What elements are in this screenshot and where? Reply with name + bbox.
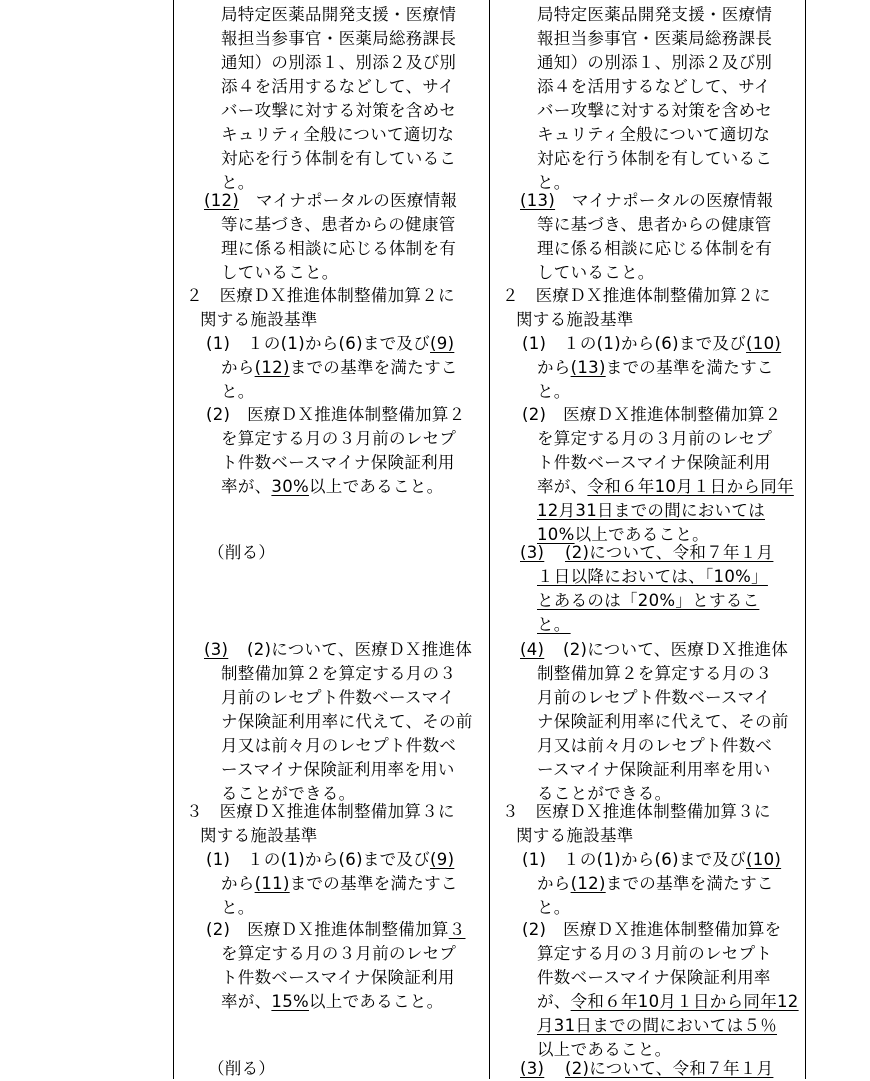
text-line: ２ 医療ＤＸ推進体制整備加算２に <box>186 286 455 305</box>
text-line: 関する施設基準 <box>516 310 634 329</box>
text-span: (1) １の(1)から(6)まで及び <box>522 334 747 353</box>
text-line: (2) 医療ＤＸ推進体制整備加算２ <box>522 405 782 424</box>
text-line: 関する施設基準 <box>516 826 634 845</box>
text-line: ３ 医療ＤＸ推進体制整備加算３に <box>186 802 455 821</box>
text-line <box>221 356 458 380</box>
text-line: ースマイナ保険証利用率を用い <box>537 760 771 779</box>
table-column-divider <box>489 0 490 1079</box>
text-span: から <box>537 358 571 377</box>
text-line: 関する施設基準 <box>200 310 318 329</box>
text-span: が、 <box>537 992 571 1011</box>
text-span: 率が、 <box>537 477 588 496</box>
text-line: 月前のレセプト件数ベースマイ <box>537 688 771 707</box>
text-span: 率が、 <box>221 477 272 496</box>
text-line <box>221 990 443 1014</box>
text-line: 添４を活用するなどして、サイ <box>221 77 455 96</box>
deleted-marker: （削る） <box>208 1059 276 1078</box>
text-line: を算定する月の３月前のレセプ <box>537 429 773 448</box>
text-line: 報担当参事官・医薬局総務課長 <box>221 29 457 48</box>
text-line <box>206 918 466 942</box>
amended-text: (10) <box>746 850 782 869</box>
amended-text: と。 <box>537 615 571 634</box>
text-line: 等に基づき、患者からの健康管 <box>537 215 772 234</box>
text-line: と。 <box>537 898 571 917</box>
text-line: 等に基づき、患者からの健康管 <box>221 215 456 234</box>
text-line: を算定する月の３月前のレセプ <box>221 429 457 448</box>
amended-text: (11) <box>254 874 290 893</box>
amended-text: (13) <box>570 358 606 377</box>
text-line <box>221 475 443 499</box>
item-number: (3) <box>204 640 229 659</box>
text-line: 月又は前々月のレセプト件数ベ <box>221 736 457 755</box>
text-line: ト件数ベースマイナ保険証利用 <box>221 968 455 987</box>
text-line: ２ 医療ＤＸ推進体制整備加算２に <box>502 286 771 305</box>
amended-text: (9) <box>430 850 455 869</box>
amended-text: (2)について、令和７年１月 <box>565 1059 774 1078</box>
text-line: (2)について、医療ＤＸ推進体 <box>247 640 473 659</box>
text-line: と。 <box>221 173 255 192</box>
text-line: と。 <box>537 382 571 401</box>
item-number: (13) <box>520 191 556 210</box>
text-line: (2) 医療ＤＸ推進体制整備加算２ <box>206 405 466 424</box>
text-span: (1) １の(1)から(6)まで及び <box>206 334 431 353</box>
text-line: ることができる。 <box>221 784 356 803</box>
text-span: 以上であること。 <box>574 525 709 544</box>
text-line: (2)について、医療ＤＸ推進体 <box>563 640 789 659</box>
text-span: までの基準を満たすこ <box>605 874 774 893</box>
text-line: 局特定医薬品開発支援・医療情 <box>537 5 773 24</box>
text-span: (1) １の(1)から(6)まで及び <box>206 850 431 869</box>
text-line: を算定する月の３月前のレセプ <box>221 944 457 963</box>
text-line: 算定する月の３月前のレセプト <box>537 944 773 963</box>
amended-text: ３ <box>448 920 466 939</box>
text-span: までの基準を満たすこ <box>605 358 774 377</box>
text-line: 月前のレセプト件数ベースマイ <box>221 688 455 707</box>
amended-text: 10% <box>537 525 575 544</box>
text-line: と。 <box>221 898 255 917</box>
text-span: から <box>221 358 255 377</box>
text-span: から <box>537 874 571 893</box>
text-line <box>537 990 799 1014</box>
text-span: (2) 医療ＤＸ推進体制整備加算 <box>206 920 449 939</box>
text-line: 以上であること。 <box>537 1040 672 1059</box>
text-line: 対応を行う体制を有しているこ <box>537 149 773 168</box>
item-number: (12) <box>204 191 240 210</box>
amended-text: 30% <box>271 477 309 496</box>
text-span: までの基準を満たすこ <box>289 874 458 893</box>
item-number: (4) <box>520 640 545 659</box>
text-line <box>522 332 781 356</box>
text-line: 制整備加算２を算定する月の３ <box>537 664 773 683</box>
text-line <box>522 848 781 872</box>
text-line: 月又は前々月のレセプト件数ベ <box>537 736 773 755</box>
text-line <box>206 848 454 872</box>
text-line: キュリティ全般について適切な <box>537 125 771 144</box>
text-line: していること。 <box>537 263 655 282</box>
text-line: 関する施設基準 <box>200 826 318 845</box>
text-line <box>537 356 774 380</box>
text-line: ースマイナ保険証利用率を用い <box>221 760 455 779</box>
amended-text: (2)について、令和７年１月 <box>565 543 774 562</box>
amended-text: 令和６年10月１日から同年 <box>587 477 794 496</box>
text-line: (2) 医療ＤＸ推進体制整備加算を <box>522 920 782 939</box>
amended-text: １日以降においては、「10%」 <box>537 567 768 586</box>
text-line: ３ 医療ＤＸ推進体制整備加算３に <box>502 802 771 821</box>
amended-text: とあるのは「20%」とするこ <box>537 591 760 610</box>
amended-text: 15% <box>271 992 309 1011</box>
table-border-right <box>805 0 806 1079</box>
amended-text: (10) <box>746 334 782 353</box>
text-line: と。 <box>537 173 571 192</box>
text-line: 通知）の別添１、別添２及び別 <box>221 53 457 72</box>
text-line: ナ保険証利用率に代えて、その前 <box>221 712 473 731</box>
text-line: ることができる。 <box>537 784 672 803</box>
text-line: マイナポータルの医療情報 <box>256 191 458 210</box>
text-line <box>537 872 774 896</box>
item-number: (3) <box>520 1059 545 1078</box>
text-line: ト件数ベースマイナ保険証利用 <box>537 453 771 472</box>
text-line: 対応を行う体制を有しているこ <box>221 149 457 168</box>
text-line: バー攻撃に対する対策を含めセ <box>537 101 773 120</box>
text-line: 局特定医薬品開発支援・医療情 <box>221 5 457 24</box>
text-span: から <box>221 874 255 893</box>
deleted-marker: （削る） <box>208 543 276 562</box>
text-span: 以上であること。 <box>308 992 444 1011</box>
table-border-left <box>173 0 174 1079</box>
text-line: 理に係る相談に応じる体制を有 <box>537 239 773 258</box>
text-line: と。 <box>221 382 255 401</box>
amended-text: 月31日までの間においては５％ <box>537 1016 777 1035</box>
text-span: までの基準を満たすこ <box>289 358 458 377</box>
text-span: 率が、 <box>221 992 272 1011</box>
amended-text: (12) <box>570 874 606 893</box>
text-span: (1) １の(1)から(6)まで及び <box>522 850 747 869</box>
text-line: キュリティ全般について適切な <box>221 125 455 144</box>
text-line <box>537 475 794 499</box>
amended-text: 12月31日までの間においては <box>537 501 765 520</box>
text-line: 件数ベースマイナ保険証利用率 <box>537 968 771 987</box>
text-line: 報担当参事官・医薬局総務課長 <box>537 29 773 48</box>
text-line: していること。 <box>221 263 339 282</box>
amended-text: (9) <box>430 334 455 353</box>
text-line: 添４を活用するなどして、サイ <box>537 77 771 96</box>
text-line: ト件数ベースマイナ保険証利用 <box>221 453 455 472</box>
item-number: (3) <box>520 543 545 562</box>
text-line: 制整備加算２を算定する月の３ <box>221 664 457 683</box>
text-line <box>206 332 454 356</box>
text-line: 理に係る相談に応じる体制を有 <box>221 239 457 258</box>
text-line: バー攻撃に対する対策を含めセ <box>221 101 457 120</box>
text-line: ナ保険証利用率に代えて、その前 <box>537 712 789 731</box>
text-line <box>221 872 458 896</box>
text-line: 通知）の別添１、別添２及び別 <box>537 53 773 72</box>
amended-text: 令和６年10月１日から同年12 <box>570 992 799 1011</box>
amended-text: (12) <box>254 358 290 377</box>
text-span: 以上であること。 <box>308 477 444 496</box>
text-line: マイナポータルの医療情報 <box>572 191 774 210</box>
